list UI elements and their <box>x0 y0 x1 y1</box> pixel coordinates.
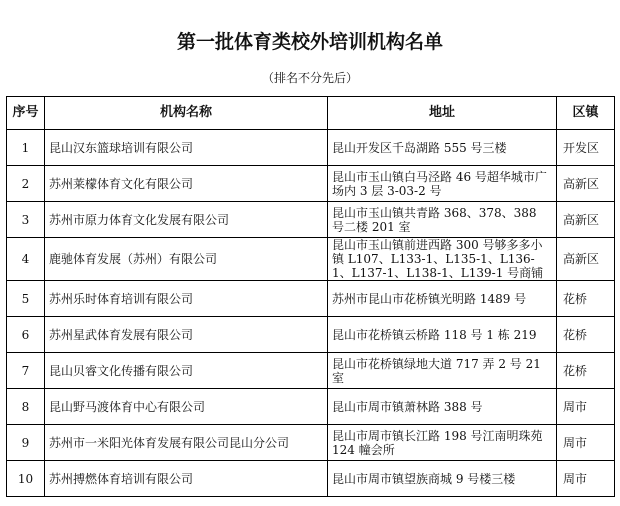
table-body <box>7 130 615 497</box>
table-header-row <box>7 97 615 130</box>
table-row <box>7 317 615 353</box>
cell-district: 花桥 <box>557 317 615 353</box>
cell-district: 周市 <box>557 389 615 425</box>
cell-institution-name: 昆山野马渡体育中心有限公司 <box>45 389 328 425</box>
cell-address: 昆山市花桥镇绿地大道 717 弄 2 号 21 室 <box>328 353 557 389</box>
cell-serial-number: 3 <box>7 202 45 238</box>
cell-serial-number: 9 <box>7 425 45 461</box>
cell-address: 昆山市周市镇萧林路 388 号 <box>328 389 557 425</box>
cell-institution-name: 苏州莱檬体育文化有限公司 <box>45 166 328 202</box>
table-row <box>7 130 615 166</box>
cell-address: 昆山市玉山镇白马泾路 46 号超华城市广场内 3 层 3-03-2 号 <box>328 166 557 202</box>
cell-district: 周市 <box>557 461 615 497</box>
cell-address: 昆山市周市镇长江路 198 号江南明珠苑 124 幢会所 <box>328 425 557 461</box>
table-row <box>7 353 615 389</box>
header-district: 区镇 <box>557 97 615 130</box>
table-row <box>7 166 615 202</box>
cell-institution-name: 苏州乐时体育培训有限公司 <box>45 281 328 317</box>
cell-address: 苏州市昆山市花桥镇光明路 1489 号 <box>328 281 557 317</box>
cell-institution-name: 苏州星武体育发展有限公司 <box>45 317 328 353</box>
cell-serial-number: 4 <box>7 238 45 281</box>
cell-serial-number: 10 <box>7 461 45 497</box>
cell-institution-name: 鹿驰体育发展（苏州）有限公司 <box>45 238 328 281</box>
cell-serial-number: 2 <box>7 166 45 202</box>
cell-address: 昆山开发区千岛湖路 555 号三楼 <box>328 130 557 166</box>
cell-district: 高新区 <box>557 202 615 238</box>
cell-address: 昆山市花桥镇云桥路 118 号 1 栋 219 <box>328 317 557 353</box>
cell-district: 高新区 <box>557 238 615 281</box>
table-row <box>7 202 615 238</box>
table-row <box>7 425 615 461</box>
cell-institution-name: 苏州搏燃体育培训有限公司 <box>45 461 328 497</box>
table-row <box>7 389 615 425</box>
cell-district: 花桥 <box>557 281 615 317</box>
header-serial-number: 序号 <box>7 97 45 130</box>
cell-district: 周市 <box>557 425 615 461</box>
page-subtitle: （排名不分先后） <box>261 71 358 85</box>
cell-institution-name: 苏州市原力体育文化发展有限公司 <box>45 202 328 238</box>
cell-address: 昆山市玉山镇共青路 368、378、388 号二楼 201 室 <box>328 202 557 238</box>
cell-serial-number: 6 <box>7 317 45 353</box>
cell-district: 高新区 <box>557 166 615 202</box>
cell-address: 昆山市周市镇望族商城 9 号楼三楼 <box>328 461 557 497</box>
header-address: 地址 <box>328 97 557 130</box>
cell-district: 花桥 <box>557 353 615 389</box>
cell-institution-name: 苏州市一米阳光体育发展有限公司昆山分公司 <box>45 425 328 461</box>
cell-address: 昆山市玉山镇前进西路 300 号够多多小镇 L107、L133-1、L135-1、L136-1、L137-1、L138-1、L139-1 号商铺 <box>328 238 557 281</box>
cell-institution-name: 昆山汉东篮球培训有限公司 <box>45 130 328 166</box>
cell-district: 开发区 <box>557 130 615 166</box>
table-row <box>7 238 615 281</box>
cell-institution-name: 昆山贝睿文化传播有限公司 <box>45 353 328 389</box>
header-institution-name: 机构名称 <box>45 97 328 130</box>
cell-serial-number: 8 <box>7 389 45 425</box>
page-title: 第一批体育类校外培训机构名单 <box>176 31 443 53</box>
cell-serial-number: 1 <box>7 130 45 166</box>
cell-serial-number: 7 <box>7 353 45 389</box>
table-row <box>7 281 615 317</box>
table-row <box>7 461 615 497</box>
institution-table <box>6 96 615 497</box>
cell-serial-number: 5 <box>7 281 45 317</box>
